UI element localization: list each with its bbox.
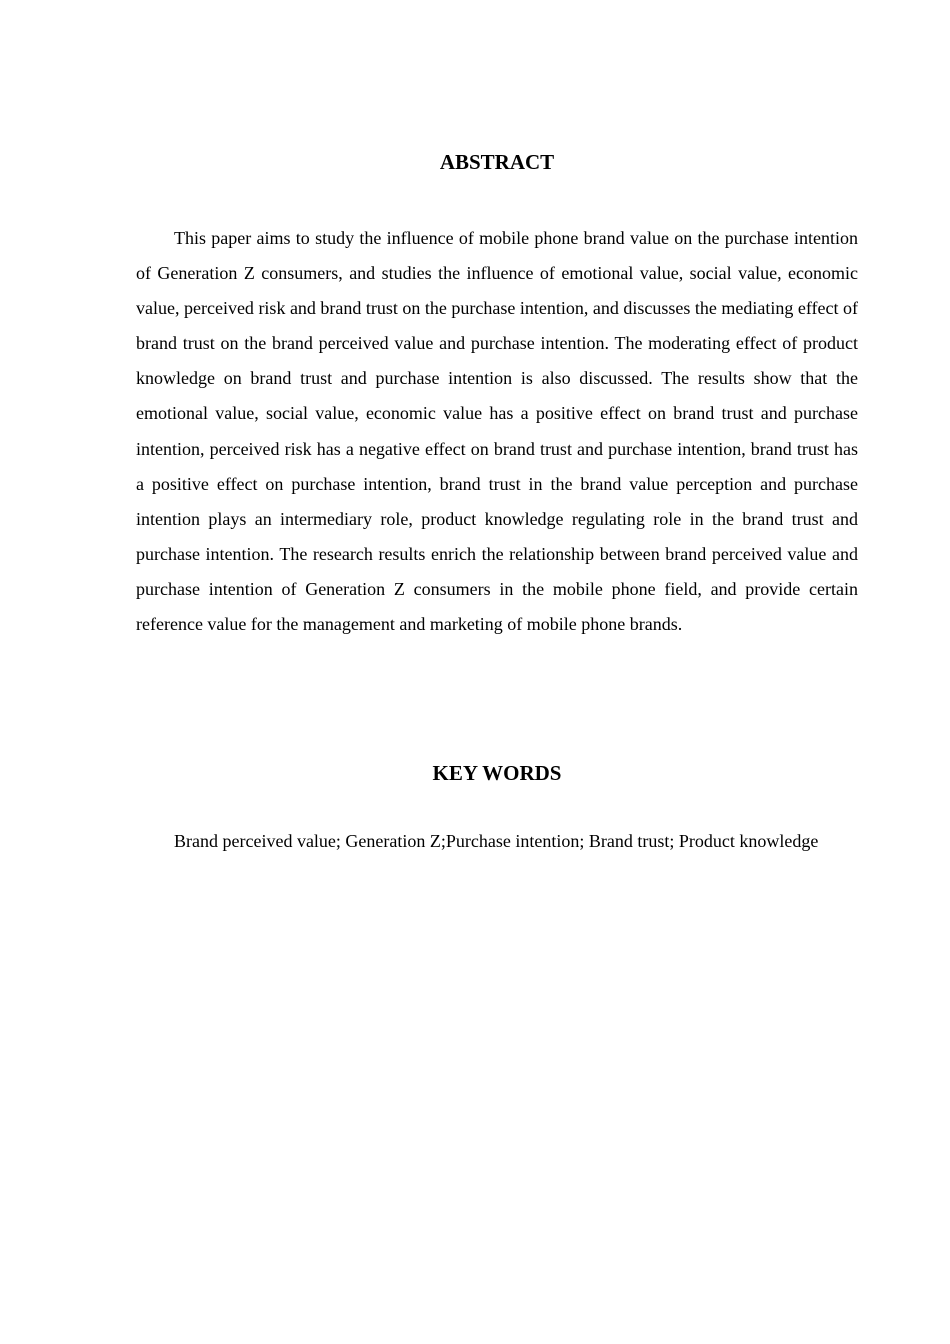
keywords-list: Brand perceived value; Generation Z;Purchase intention; Brand trust; Product knowledge (174, 831, 819, 851)
keywords-heading: KEY WORDS (432, 761, 562, 785)
abstract-paragraph: This paper aims to study the influence of mobile phone brand value on the purchase intention of Generation Z consumers, and studies the influence of emotional value, social value, economic value, perceived risk and brand trust on the purchase intention, and discusses the mediating effect of brand trust on the brand perceived value and purchase intention. The moderating effect of product knowledge on brand trust and purchase intention is also discussed. The results show that the emotional value, social value, economic value has a positive effect on brand trust and purchase intention, perceived risk has a negative effect on brand trust and purchase intention, brand trust has a positive effect on purchase intention, brand trust in the brand value perception and purchase intention plays an intermediary role, product knowledge regulating role in the brand trust and purchase intention. The research results enrich the relationship between brand perceived value and purchase intention of Generation Z consumers in the mobile phone field, and provide certain reference value for the management and marketing of mobile phone brands. (136, 228, 858, 635)
abstract-heading: ABSTRACT (439, 150, 555, 174)
